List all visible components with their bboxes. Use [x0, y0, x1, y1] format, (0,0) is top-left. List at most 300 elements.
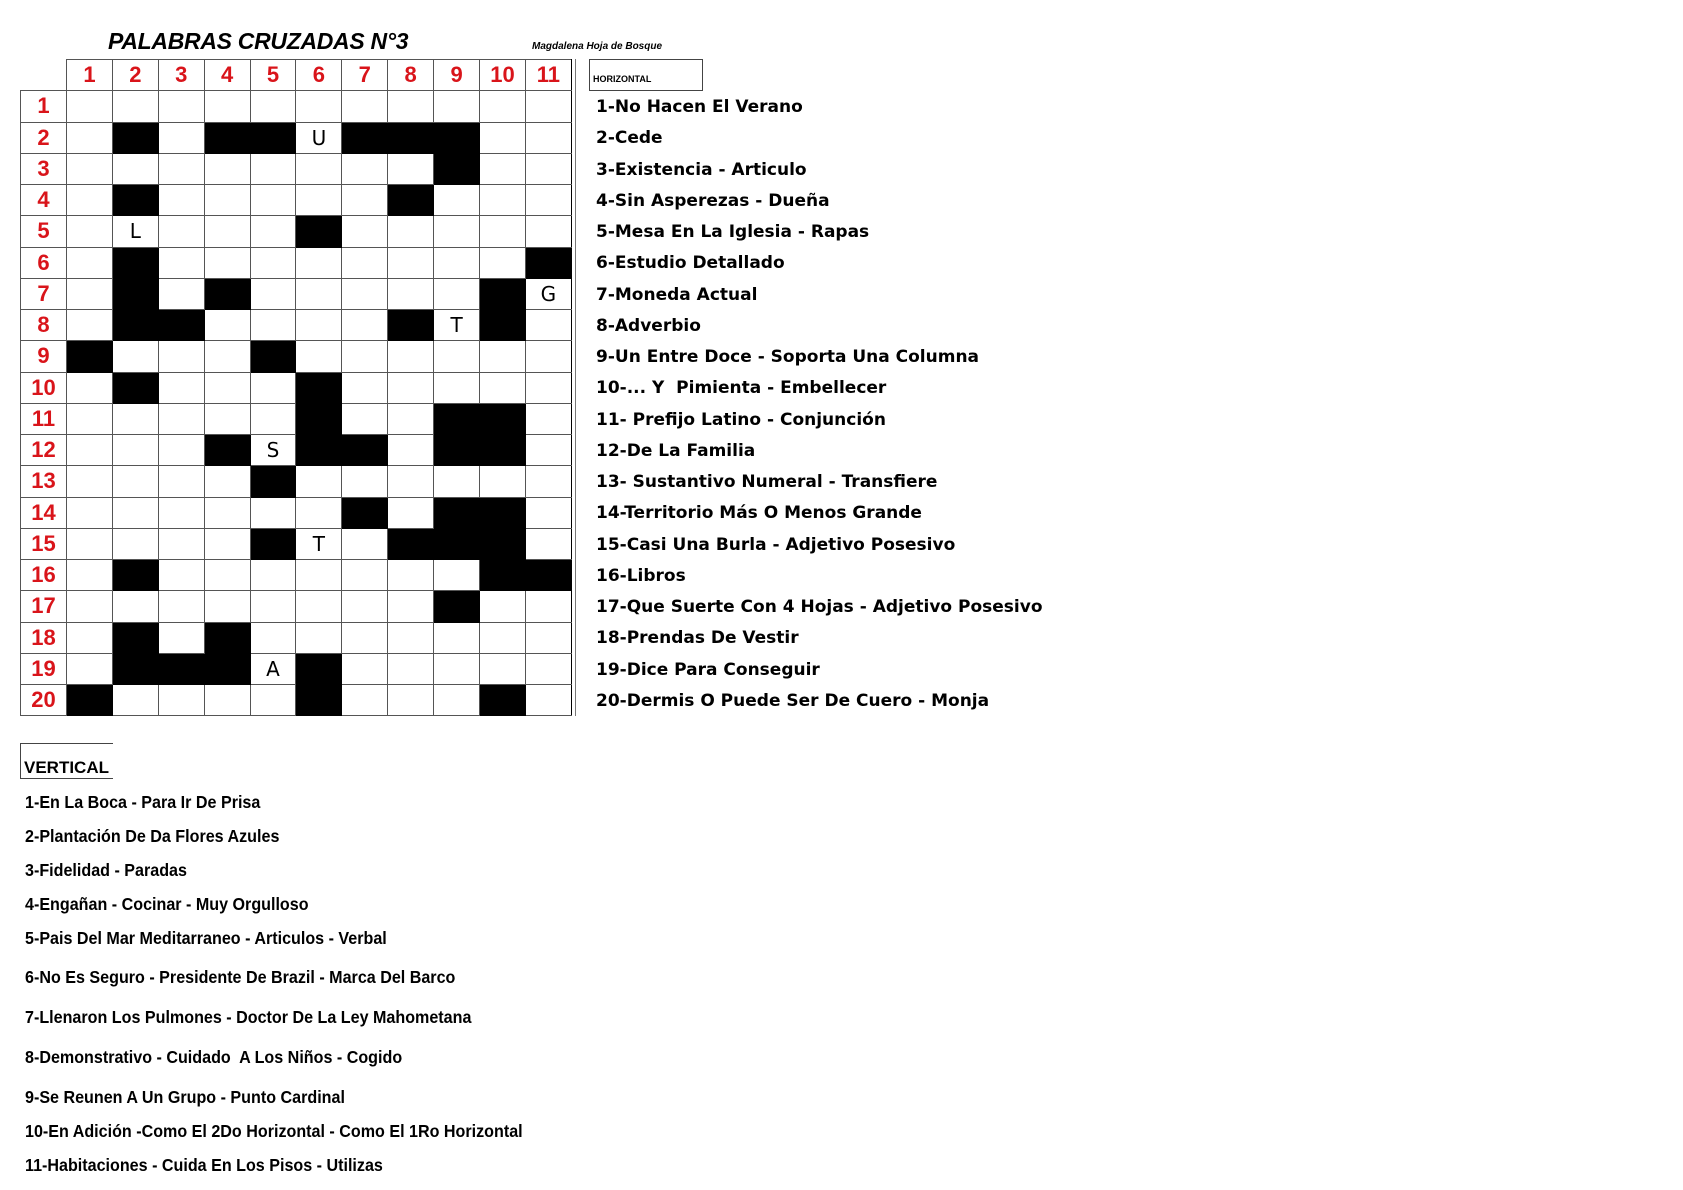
empty-cell[interactable] — [296, 560, 342, 591]
empty-cell[interactable] — [67, 185, 113, 216]
empty-cell[interactable] — [342, 403, 388, 434]
empty-cell[interactable] — [296, 91, 342, 122]
empty-cell[interactable] — [112, 591, 158, 622]
horizontal-clue: 10-... Y Pimienta - Embellecer — [596, 378, 887, 399]
grid-row — [21, 403, 572, 434]
black-cell — [434, 435, 480, 466]
empty-cell[interactable] — [525, 591, 571, 622]
horizontal-clue: 3-Existencia - Articulo — [596, 159, 807, 180]
empty-cell[interactable] — [204, 685, 250, 716]
row-number: 15 — [21, 528, 67, 559]
empty-cell[interactable] — [250, 685, 296, 716]
row-number: 2 — [21, 122, 67, 153]
vertical-clue: 6-No Es Seguro - Presidente De Brazil - Marca Del Barco — [25, 967, 456, 987]
empty-cell[interactable] — [342, 278, 388, 309]
black-cell — [296, 653, 342, 684]
black-cell — [525, 247, 571, 278]
empty-cell[interactable] — [434, 685, 480, 716]
empty-cell[interactable] — [525, 435, 571, 466]
black-cell — [480, 528, 526, 559]
empty-cell[interactable] — [434, 372, 480, 403]
empty-cell[interactable] — [296, 310, 342, 341]
empty-cell[interactable] — [250, 591, 296, 622]
grid-row — [21, 247, 572, 278]
empty-cell[interactable] — [480, 153, 526, 184]
empty-cell[interactable] — [112, 341, 158, 372]
empty-cell[interactable] — [204, 341, 250, 372]
empty-cell[interactable] — [525, 153, 571, 184]
empty-cell[interactable] — [388, 435, 434, 466]
grid-row — [21, 216, 572, 247]
empty-cell[interactable] — [296, 341, 342, 372]
black-cell — [480, 560, 526, 591]
empty-cell[interactable] — [525, 466, 571, 497]
black-cell — [434, 403, 480, 434]
empty-cell[interactable] — [158, 528, 204, 559]
empty-cell[interactable] — [67, 216, 113, 247]
empty-cell[interactable] — [525, 122, 571, 153]
empty-cell[interactable] — [480, 247, 526, 278]
horizontal-clue: 19-Dice Para Conseguir — [596, 659, 820, 680]
empty-cell[interactable] — [480, 91, 526, 122]
empty-cell[interactable] — [388, 91, 434, 122]
black-cell — [434, 497, 480, 528]
black-cell — [388, 310, 434, 341]
column-header-row — [21, 60, 572, 91]
empty-cell[interactable] — [342, 247, 388, 278]
black-cell — [480, 403, 526, 434]
column-number: 11 — [525, 60, 571, 91]
column-number: 5 — [250, 60, 296, 91]
empty-cell[interactable] — [67, 528, 113, 559]
black-cell — [388, 122, 434, 153]
black-cell — [480, 685, 526, 716]
grid-row — [21, 372, 572, 403]
black-cell — [158, 653, 204, 684]
empty-cell[interactable] — [342, 341, 388, 372]
empty-cell[interactable] — [296, 591, 342, 622]
vertical-clue: 5-Pais Del Mar Meditarraneo - Articulos - Verbal — [25, 928, 387, 948]
horizontal-clue: 1-No Hacen El Verano — [596, 97, 803, 117]
column-number: 10 — [480, 60, 526, 91]
black-cell — [204, 278, 250, 309]
letter-cell[interactable]: T — [296, 528, 342, 559]
empty-cell[interactable] — [434, 341, 480, 372]
black-cell — [296, 435, 342, 466]
empty-cell[interactable] — [525, 216, 571, 247]
grid-row — [21, 153, 572, 184]
empty-cell[interactable] — [296, 622, 342, 653]
empty-cell[interactable] — [296, 153, 342, 184]
black-cell — [342, 122, 388, 153]
empty-cell[interactable] — [204, 310, 250, 341]
empty-cell[interactable] — [158, 341, 204, 372]
grid-row — [21, 685, 572, 716]
black-cell — [480, 310, 526, 341]
empty-cell[interactable] — [204, 153, 250, 184]
grid-row — [21, 185, 572, 216]
black-cell — [525, 560, 571, 591]
empty-cell[interactable] — [480, 591, 526, 622]
empty-cell[interactable] — [480, 185, 526, 216]
black-cell — [434, 528, 480, 559]
black-cell — [480, 497, 526, 528]
horizontal-clue: 9-Un Entre Doce - Soporta Una Columna — [596, 347, 980, 367]
empty-cell[interactable] — [158, 591, 204, 622]
empty-cell[interactable] — [67, 466, 113, 497]
empty-cell[interactable] — [388, 403, 434, 434]
empty-cell[interactable] — [525, 528, 571, 559]
column-number: 7 — [342, 60, 388, 91]
row-number: 6 — [21, 247, 67, 278]
row-number: 8 — [21, 310, 67, 341]
row-number: 7 — [21, 278, 67, 309]
column-number: 1 — [67, 60, 113, 91]
empty-cell[interactable] — [250, 185, 296, 216]
empty-cell[interactable] — [250, 278, 296, 309]
black-cell — [296, 216, 342, 247]
empty-cell[interactable] — [67, 310, 113, 341]
empty-cell[interactable] — [525, 497, 571, 528]
empty-cell[interactable] — [525, 91, 571, 122]
black-cell — [434, 153, 480, 184]
empty-cell[interactable] — [434, 278, 480, 309]
vertical-clue: 2-Plantación De Da Flores Azules — [25, 826, 280, 846]
vertical-heading: VERTICAL — [20, 743, 113, 779]
empty-cell[interactable] — [296, 278, 342, 309]
empty-cell[interactable] — [434, 560, 480, 591]
empty-cell[interactable] — [67, 403, 113, 434]
empty-cell[interactable] — [388, 560, 434, 591]
black-cell — [480, 278, 526, 309]
horizontal-heading: HORIZONTAL — [589, 59, 703, 91]
empty-cell[interactable] — [250, 403, 296, 434]
column-number: 9 — [434, 60, 480, 91]
black-cell — [480, 435, 526, 466]
horizontal-clue: 2-Cede — [596, 128, 663, 149]
empty-cell[interactable] — [204, 247, 250, 278]
black-cell — [388, 185, 434, 216]
grid-row — [21, 560, 572, 591]
empty-cell[interactable] — [388, 153, 434, 184]
empty-cell[interactable] — [342, 153, 388, 184]
empty-cell[interactable] — [296, 466, 342, 497]
empty-cell[interactable] — [250, 310, 296, 341]
horizontal-clue: 12-De La Familia — [596, 440, 756, 461]
grid-row — [21, 591, 572, 622]
empty-cell[interactable] — [158, 91, 204, 122]
empty-cell[interactable] — [434, 247, 480, 278]
black-cell — [112, 310, 158, 341]
empty-cell[interactable] — [158, 372, 204, 403]
row-number: 5 — [21, 216, 67, 247]
empty-cell[interactable] — [296, 497, 342, 528]
empty-cell[interactable] — [342, 310, 388, 341]
empty-cell[interactable] — [158, 403, 204, 434]
empty-cell[interactable] — [480, 622, 526, 653]
empty-cell[interactable] — [67, 560, 113, 591]
black-cell — [112, 122, 158, 153]
empty-cell[interactable] — [158, 466, 204, 497]
black-cell — [250, 341, 296, 372]
black-cell — [112, 247, 158, 278]
black-cell — [296, 372, 342, 403]
crossword-grid — [20, 59, 572, 716]
empty-cell[interactable] — [388, 653, 434, 684]
empty-cell[interactable] — [67, 278, 113, 309]
empty-cell[interactable] — [67, 247, 113, 278]
black-cell — [434, 591, 480, 622]
column-number: 8 — [388, 60, 434, 91]
empty-cell[interactable] — [204, 528, 250, 559]
empty-cell[interactable] — [158, 153, 204, 184]
empty-cell[interactable] — [525, 622, 571, 653]
empty-cell[interactable] — [158, 685, 204, 716]
empty-cell[interactable] — [204, 403, 250, 434]
horizontal-clue: 18-Prendas De Vestir — [596, 628, 799, 649]
letter-cell[interactable]: G — [525, 278, 571, 309]
row-number: 14 — [21, 497, 67, 528]
empty-cell[interactable] — [158, 216, 204, 247]
row-number: 1 — [21, 91, 67, 122]
empty-cell[interactable] — [204, 91, 250, 122]
empty-cell[interactable] — [67, 622, 113, 653]
empty-cell[interactable] — [112, 91, 158, 122]
empty-cell[interactable] — [296, 247, 342, 278]
grid-row — [21, 435, 572, 466]
empty-cell[interactable] — [204, 560, 250, 591]
empty-cell[interactable] — [434, 91, 480, 122]
empty-cell[interactable] — [480, 372, 526, 403]
vertical-clue: 3-Fidelidad - Paradas — [25, 860, 187, 880]
black-cell — [250, 122, 296, 153]
horizontal-clue: 20-Dermis O Puede Ser De Cuero - Monja — [596, 690, 990, 711]
black-cell — [112, 560, 158, 591]
black-cell — [112, 622, 158, 653]
empty-cell[interactable] — [434, 216, 480, 247]
horizontal-clue: 14-Territorio Más O Menos Grande — [596, 503, 922, 524]
empty-cell[interactable] — [67, 153, 113, 184]
column-number: 4 — [204, 60, 250, 91]
empty-cell[interactable] — [204, 497, 250, 528]
empty-cell[interactable] — [158, 278, 204, 309]
empty-cell[interactable] — [112, 435, 158, 466]
horizontal-clue: 13- Sustantivo Numeral - Transfiere — [596, 472, 938, 492]
empty-cell[interactable] — [250, 216, 296, 247]
grid-row — [21, 310, 572, 341]
empty-cell[interactable] — [204, 466, 250, 497]
empty-cell[interactable] — [480, 122, 526, 153]
empty-cell[interactable] — [342, 622, 388, 653]
empty-cell[interactable] — [388, 341, 434, 372]
empty-cell[interactable] — [480, 216, 526, 247]
empty-cell[interactable] — [250, 560, 296, 591]
empty-cell[interactable] — [388, 685, 434, 716]
empty-cell[interactable] — [204, 216, 250, 247]
letter-cell[interactable]: A — [250, 653, 296, 684]
empty-cell[interactable] — [434, 466, 480, 497]
black-cell — [112, 185, 158, 216]
empty-cell[interactable] — [158, 122, 204, 153]
black-cell — [250, 528, 296, 559]
black-cell — [204, 435, 250, 466]
empty-cell[interactable] — [342, 591, 388, 622]
empty-cell[interactable] — [434, 185, 480, 216]
grid-row — [21, 91, 572, 122]
empty-cell[interactable] — [342, 685, 388, 716]
empty-cell[interactable] — [250, 91, 296, 122]
empty-cell[interactable] — [204, 372, 250, 403]
horizontal-clue: 16-Libros — [596, 565, 686, 586]
black-cell — [296, 685, 342, 716]
empty-cell[interactable] — [342, 91, 388, 122]
empty-cell[interactable] — [525, 341, 571, 372]
black-cell — [296, 403, 342, 434]
black-cell — [342, 435, 388, 466]
letter-cell[interactable]: L — [112, 216, 158, 247]
black-cell — [112, 653, 158, 684]
empty-cell[interactable] — [342, 466, 388, 497]
empty-cell[interactable] — [388, 466, 434, 497]
row-number: 11 — [21, 403, 67, 434]
horizontal-clue: 4-Sin Asperezas - Dueña — [596, 190, 830, 211]
column-number: 2 — [112, 60, 158, 91]
empty-cell[interactable] — [250, 153, 296, 184]
letter-cell[interactable]: S — [250, 435, 296, 466]
letter-cell[interactable]: U — [296, 122, 342, 153]
horizontal-clue: 17-Que Suerte Con 4 Hojas - Adjetivo Posesivo — [596, 597, 1043, 617]
vertical-clue: 11-Habitaciones - Cuida En Los Pisos - Utilizas — [25, 1155, 383, 1175]
empty-cell[interactable] — [480, 341, 526, 372]
empty-cell[interactable] — [388, 278, 434, 309]
empty-cell[interactable] — [480, 653, 526, 684]
empty-cell[interactable] — [342, 560, 388, 591]
vertical-clue: 7-Llenaron Los Pulmones - Doctor De La Ley Mahometana — [25, 1007, 472, 1027]
empty-cell[interactable] — [388, 216, 434, 247]
empty-cell[interactable] — [112, 403, 158, 434]
grid-row — [21, 341, 572, 372]
row-number: 4 — [21, 185, 67, 216]
empty-cell[interactable] — [67, 122, 113, 153]
empty-cell[interactable] — [67, 653, 113, 684]
empty-cell[interactable] — [342, 528, 388, 559]
letter-cell[interactable]: T — [434, 310, 480, 341]
empty-cell[interactable] — [388, 247, 434, 278]
grid-row — [21, 528, 572, 559]
horizontal-clue: 5-Mesa En La Iglesia - Rapas — [596, 222, 870, 242]
empty-cell[interactable] — [250, 497, 296, 528]
empty-cell[interactable] — [525, 372, 571, 403]
empty-cell[interactable] — [342, 372, 388, 403]
vertical-clue: 8-Demonstrativo - Cuidado A Los Niños - Cogido — [25, 1047, 403, 1067]
empty-cell[interactable] — [525, 185, 571, 216]
black-cell — [388, 528, 434, 559]
empty-cell[interactable] — [342, 216, 388, 247]
empty-cell[interactable] — [158, 185, 204, 216]
grid-row — [21, 622, 572, 653]
black-cell — [112, 278, 158, 309]
empty-cell[interactable] — [525, 653, 571, 684]
empty-cell[interactable] — [204, 185, 250, 216]
grid-corner — [21, 60, 67, 91]
empty-cell[interactable] — [158, 435, 204, 466]
black-cell — [112, 372, 158, 403]
empty-cell[interactable] — [342, 185, 388, 216]
empty-cell[interactable] — [525, 403, 571, 434]
empty-cell[interactable] — [342, 653, 388, 684]
horizontal-clue: 7-Moneda Actual — [596, 284, 758, 305]
grid-row — [21, 466, 572, 497]
row-number: 19 — [21, 653, 67, 684]
empty-cell[interactable] — [112, 497, 158, 528]
horizontal-clue: 6-Estudio Detallado — [596, 253, 785, 274]
black-cell — [67, 341, 113, 372]
empty-cell[interactable] — [67, 435, 113, 466]
empty-cell[interactable] — [67, 91, 113, 122]
empty-cell[interactable] — [388, 372, 434, 403]
black-cell — [204, 122, 250, 153]
author-credit: Magdalena Hoja de Bosque — [532, 41, 663, 52]
empty-cell[interactable] — [67, 497, 113, 528]
black-cell — [67, 685, 113, 716]
empty-cell[interactable] — [158, 622, 204, 653]
row-number: 13 — [21, 466, 67, 497]
column-number: 6 — [296, 60, 342, 91]
empty-cell[interactable] — [112, 466, 158, 497]
empty-cell[interactable] — [250, 247, 296, 278]
empty-cell[interactable] — [158, 560, 204, 591]
empty-cell[interactable] — [525, 685, 571, 716]
grid-row — [21, 278, 572, 309]
puzzle-title: PALABRAS CRUZADAS N°3 — [108, 28, 409, 54]
grid-row — [21, 122, 572, 153]
empty-cell[interactable] — [434, 622, 480, 653]
empty-cell[interactable] — [112, 153, 158, 184]
grid-row — [21, 653, 572, 684]
row-number: 18 — [21, 622, 67, 653]
empty-cell[interactable] — [158, 497, 204, 528]
empty-cell[interactable] — [388, 497, 434, 528]
row-number: 17 — [21, 591, 67, 622]
black-cell — [434, 122, 480, 153]
empty-cell[interactable] — [525, 310, 571, 341]
row-number: 10 — [21, 372, 67, 403]
horizontal-clue: 15-Casi Una Burla - Adjetivo Posesivo — [596, 534, 956, 555]
empty-cell[interactable] — [112, 685, 158, 716]
empty-cell[interactable] — [112, 528, 158, 559]
empty-cell[interactable] — [158, 247, 204, 278]
row-number: 12 — [21, 435, 67, 466]
empty-cell[interactable] — [250, 622, 296, 653]
empty-cell[interactable] — [67, 591, 113, 622]
empty-cell[interactable] — [388, 622, 434, 653]
empty-cell[interactable] — [480, 466, 526, 497]
empty-cell[interactable] — [296, 185, 342, 216]
empty-cell[interactable] — [434, 653, 480, 684]
column-number: 3 — [158, 60, 204, 91]
row-number: 20 — [21, 685, 67, 716]
empty-cell[interactable] — [388, 591, 434, 622]
row-number: 3 — [21, 153, 67, 184]
empty-cell[interactable] — [67, 372, 113, 403]
horizontal-clue: 8-Adverbio — [596, 315, 701, 336]
horizontal-clue: 11- Prefijo Latino - Conjunción — [596, 409, 886, 430]
empty-cell[interactable] — [250, 372, 296, 403]
empty-cell[interactable] — [204, 591, 250, 622]
vertical-clue: 10-En Adición -Como El 2Do Horizontal - Como El 1Ro Horizontal — [25, 1121, 523, 1141]
black-cell — [204, 653, 250, 684]
grid-row — [21, 497, 572, 528]
